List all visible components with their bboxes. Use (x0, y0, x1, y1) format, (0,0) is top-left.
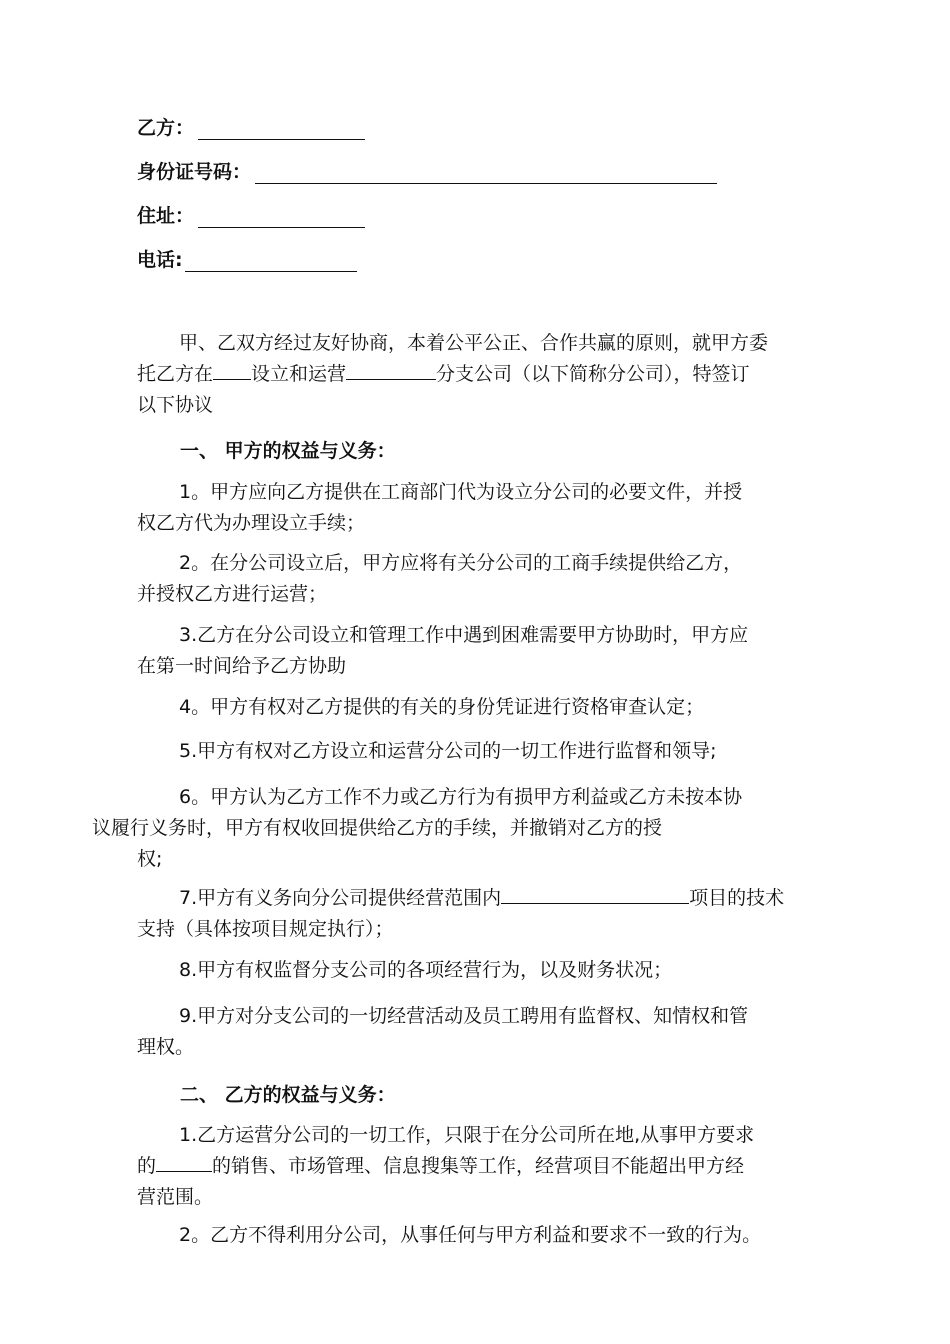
s2-item-1 (137, 1120, 862, 1213)
s1-item-4 (137, 692, 862, 723)
s1-item-7-line-1b: 项目的技术 (689, 887, 785, 909)
s1-item-6-line-3: 权; (137, 848, 163, 870)
id-number-label: 身份证号码： (137, 161, 252, 183)
s2-item-1-line-2a: 的 (137, 1155, 157, 1177)
s1-item-8-line-1: 8.甲方有权监督分支公司的各项经营行为，以及财务状况； (179, 959, 673, 981)
branch-name-blank[interactable] (346, 359, 436, 380)
s2-item-1-line-2b: 的销售、市场管理、信息搜集等工作，经营项目不能超出甲方经 (212, 1155, 745, 1177)
s1-item-5 (137, 736, 862, 767)
s2-item-2 (137, 1220, 862, 1251)
location-blank[interactable] (213, 359, 251, 380)
id-number-field (137, 157, 717, 184)
s1-item-4-line-1: 4。甲方有权对乙方提供的有关的身份凭证进行资格审查认定； (179, 696, 705, 718)
phone-label: 电话: (137, 249, 183, 271)
business-blank[interactable] (156, 1151, 212, 1172)
s1-item-1-line-1: 1。甲方应向乙方提供在工商部门代为设立分公司的必要文件，并授 (179, 481, 743, 503)
s1-item-2-line-1: 2。在分公司设立后，甲方应将有关分公司的工商手续提供给乙方， (179, 552, 743, 574)
party-b-blank[interactable] (198, 121, 365, 140)
s1-item-9-line-2: 理权。 (137, 1036, 195, 1058)
s1-item-6-line-2: 议履行义务时，甲方有权收回提供给乙方的手续，并撤销对乙方的授 (92, 817, 663, 839)
address-field (137, 201, 365, 228)
intro-line-2a: 托乙方在 (137, 363, 214, 385)
intro-line-3: 以下协议 (137, 394, 214, 416)
intro-line-1: 甲、乙双方经过友好协商，本着公平公正、合作共赢的原则，就甲方委 (179, 332, 769, 354)
s1-item-2 (137, 548, 862, 610)
address-blank[interactable] (198, 209, 365, 228)
s1-item-6 (92, 782, 862, 875)
s2-item-1-line-1: 1.乙方运营分公司的一切工作，只限于在分公司所在地,从事甲方要求 (179, 1124, 755, 1146)
intro-line-2b: 设立和运营 (251, 363, 347, 385)
intro-paragraph (137, 328, 862, 421)
s1-item-7-line-2: 支持（具体按项目规定执行）； (137, 918, 394, 940)
s2-item-1-line-3: 营范围。 (137, 1186, 214, 1208)
party-b-field (137, 113, 365, 140)
s2-item-2-line-1: 2。乙方不得利用分公司，从事任何与甲方利益和要求不一致的行为。 (179, 1224, 762, 1246)
intro-line-2c: 分支公司（以下简称分公司），特签订 (436, 363, 750, 385)
phone-blank[interactable] (185, 253, 357, 272)
s1-item-1-line-2: 权乙方代为办理设立手续； (137, 512, 366, 534)
s1-item-8 (137, 955, 862, 986)
s1-item-3-line-1: 3.乙方在分公司设立和管理工作中遇到困难需要甲方协助时，甲方应 (179, 624, 749, 646)
s1-item-3-line-2: 在第一时间给予乙方协助 (137, 655, 347, 677)
phone-field (137, 245, 357, 272)
section-2-title: 二、 乙方的权益与义务： (180, 1084, 396, 1106)
id-number-blank[interactable] (255, 165, 717, 184)
s1-item-2-line-2: 并授权乙方进行运营； (137, 583, 328, 605)
address-label: 住址： (137, 205, 195, 227)
s1-item-9-line-1: 9.甲方对分支公司的一切经营活动及员工聘用有监督权、知情权和管 (179, 1005, 749, 1027)
party-b-label: 乙方： (137, 117, 195, 139)
s1-item-6-line-1: 6。甲方认为乙方工作不力或乙方行为有损甲方利益或乙方未按本协 (179, 786, 743, 808)
s1-item-1 (137, 477, 862, 539)
project-blank[interactable] (501, 883, 689, 904)
s1-item-5-line-1: 5.甲方有权对乙方设立和运营分公司的一切工作进行监督和领导; (179, 740, 717, 762)
s1-item-3 (137, 620, 862, 682)
s1-item-7-line-1a: 7.甲方有义务向分公司提供经营范围内 (179, 887, 502, 909)
s1-item-7 (137, 883, 862, 945)
s1-item-9 (137, 1001, 862, 1063)
section-1-title: 一、 甲方的权益与义务： (180, 440, 396, 462)
